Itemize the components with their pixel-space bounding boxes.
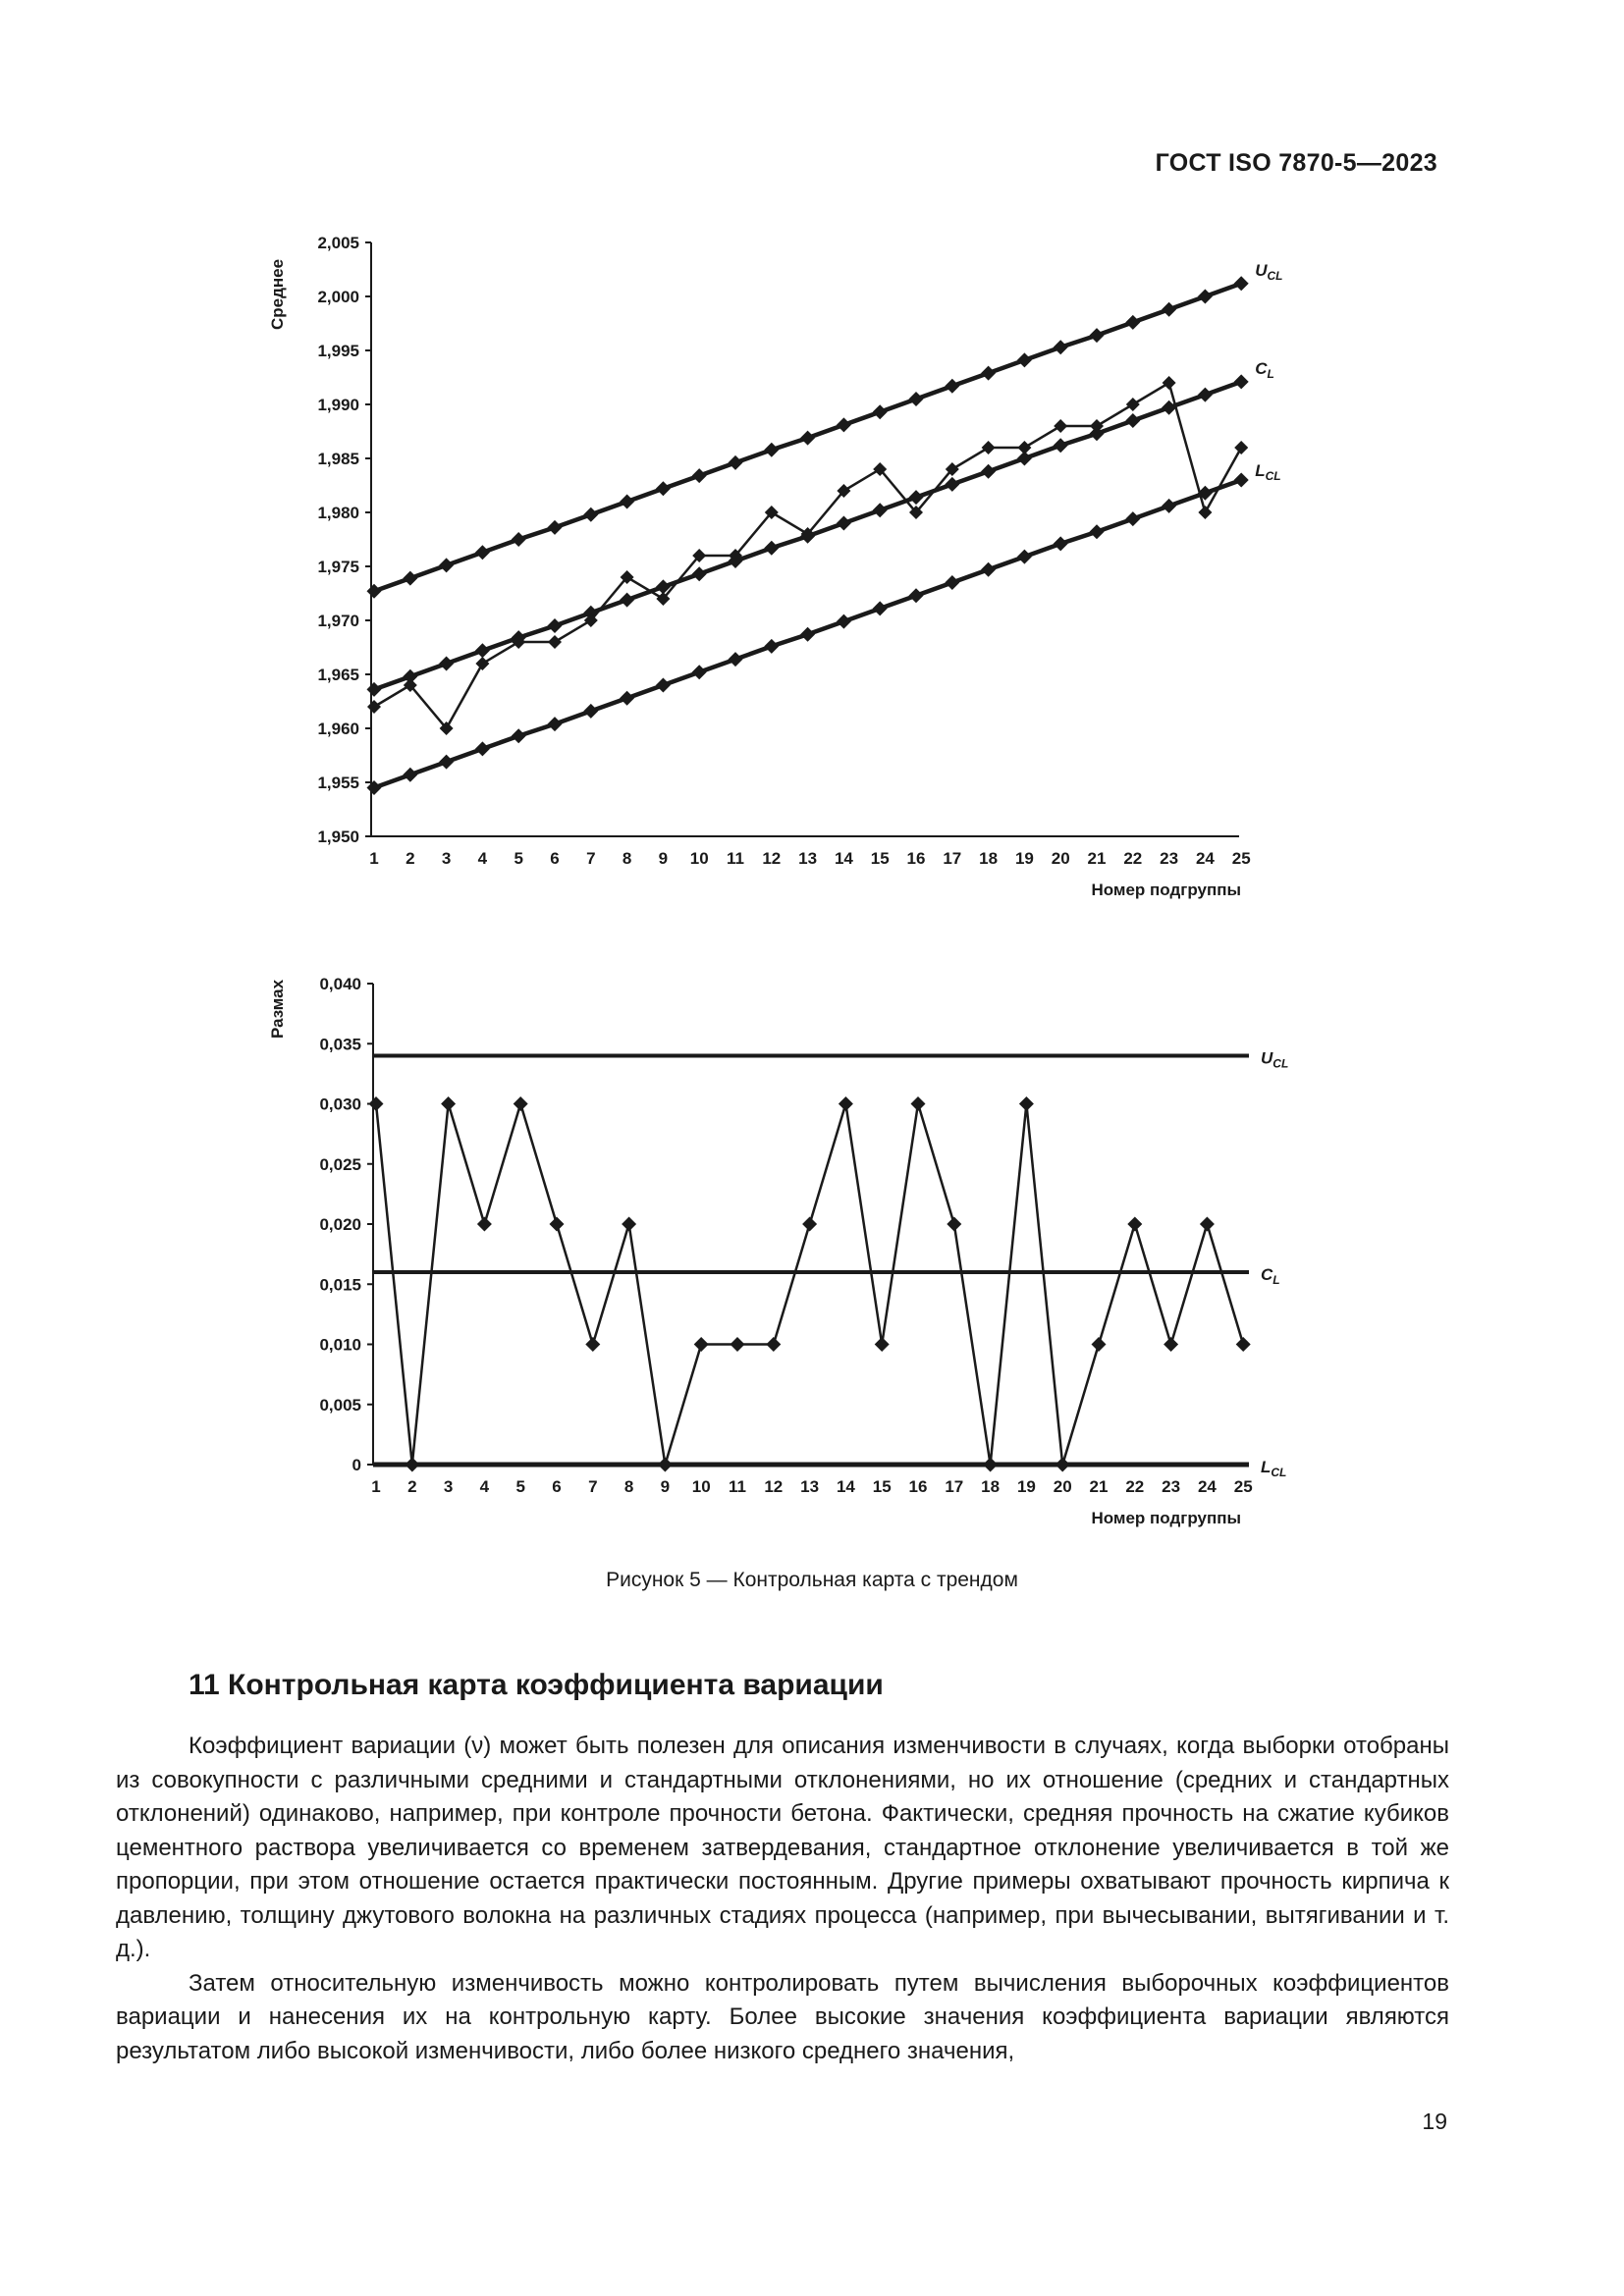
y-tick-label: 0,030 bbox=[319, 1095, 361, 1114]
y-tick-label: 0 bbox=[352, 1456, 361, 1474]
x-tick-label: 24 bbox=[1197, 1477, 1217, 1496]
y-tick-label: 1,955 bbox=[317, 774, 359, 792]
x-tick-label: 23 bbox=[1162, 1477, 1181, 1496]
range-data-point bbox=[731, 1337, 745, 1352]
x-tick-label: 25 bbox=[1231, 849, 1251, 868]
x-tick-label: 10 bbox=[689, 849, 709, 868]
range-data-point bbox=[1127, 1217, 1142, 1232]
x-tick-label: 5 bbox=[514, 849, 523, 868]
range-data-point bbox=[477, 1217, 492, 1232]
x-tick-label: 14 bbox=[834, 849, 853, 868]
x-tick-label: 9 bbox=[660, 1477, 671, 1496]
x-tick-label: 20 bbox=[1053, 1477, 1072, 1496]
y-tick-label: 1,990 bbox=[317, 396, 359, 414]
y-tick-label: 1,960 bbox=[317, 720, 359, 738]
range-data-point bbox=[911, 1096, 926, 1111]
x-tick-label: 1 bbox=[371, 1477, 381, 1496]
x-tick-label: 18 bbox=[979, 849, 999, 868]
ucl-label: $U_{CL}$ bbox=[1255, 260, 1283, 283]
cl-label: $C_L$ bbox=[1261, 1265, 1280, 1287]
x-tick-label: 21 bbox=[1087, 849, 1107, 868]
range-data-point bbox=[441, 1096, 456, 1111]
lcl-label: $L_{CL}$ bbox=[1261, 1458, 1287, 1479]
paragraph-2: Затем относительную изменчивость можно контролировать путем вычисления выборочных коэффициентов вариации и нанесения их на контрольную карту. Более высокие значения коэффициента вариации являются результатом либо высокой изменчивости, либо более низкого среднего значения, bbox=[116, 1969, 1449, 2064]
range-data-point bbox=[983, 1458, 998, 1472]
range-data-point bbox=[802, 1217, 817, 1232]
y-tick-label: 1,980 bbox=[317, 504, 359, 522]
x-tick-label: 19 bbox=[1016, 1477, 1036, 1496]
x-tick-label: 13 bbox=[798, 849, 818, 868]
y-tick-label: 0,025 bbox=[319, 1154, 361, 1174]
x-tick-label: 7 bbox=[586, 849, 596, 868]
x-tick-label: 22 bbox=[1123, 849, 1143, 868]
x-tick-label: 3 bbox=[443, 1477, 454, 1496]
y-tick-label: 2,005 bbox=[317, 234, 359, 252]
range-data-point bbox=[875, 1337, 890, 1352]
x-axis-title: Номер подгруппы bbox=[1091, 881, 1241, 899]
x-tick-label: 11 bbox=[727, 849, 744, 868]
x-tick-label: 17 bbox=[943, 849, 962, 868]
y-tick-label: 0,005 bbox=[319, 1395, 361, 1415]
y-axis-title: Среднее bbox=[268, 258, 287, 331]
y-tick-label: 1,975 bbox=[317, 558, 359, 576]
y-tick-label: 2,000 bbox=[317, 288, 359, 306]
ucl-label: $U_{CL}$ bbox=[1261, 1048, 1289, 1071]
page-number: 19 bbox=[1422, 2109, 1447, 2134]
range-data-point bbox=[585, 1337, 600, 1352]
x-tick-label: 21 bbox=[1089, 1477, 1109, 1496]
range-data-point bbox=[1200, 1217, 1215, 1232]
x-tick-label: 15 bbox=[872, 1477, 892, 1496]
x-tick-label: 14 bbox=[836, 1477, 855, 1496]
x-tick-label: 17 bbox=[945, 1477, 964, 1496]
y-tick-label: 1,985 bbox=[317, 450, 359, 468]
x-tick-label: 24 bbox=[1195, 849, 1215, 868]
x-tick-label: 6 bbox=[550, 849, 560, 868]
x-tick-label: 9 bbox=[658, 849, 669, 868]
x-tick-label: 19 bbox=[1014, 849, 1034, 868]
figure-caption: Рисунок 5 — Контрольная карта с трендом bbox=[606, 1569, 1018, 1591]
y-tick-label: 1,965 bbox=[317, 666, 359, 684]
x-tick-label: 5 bbox=[515, 1477, 525, 1496]
x-tick-label: 4 bbox=[477, 849, 488, 868]
section-title: 11 Контрольная карта коэффициента вариации bbox=[189, 1669, 884, 1701]
x-tick-label: 18 bbox=[981, 1477, 1001, 1496]
x-tick-label: 16 bbox=[908, 1477, 928, 1496]
range-data-point bbox=[405, 1458, 419, 1472]
range-data-point bbox=[1236, 1337, 1251, 1352]
range-data-point bbox=[514, 1096, 528, 1111]
x-tick-label: 6 bbox=[552, 1477, 562, 1496]
range-data-point bbox=[369, 1096, 384, 1111]
y-tick-label: 0,035 bbox=[319, 1035, 361, 1054]
x-tick-label: 8 bbox=[622, 849, 632, 868]
range-data-point bbox=[947, 1217, 961, 1232]
x-tick-label: 15 bbox=[870, 849, 890, 868]
x-tick-label: 8 bbox=[623, 1477, 634, 1496]
range-data-point bbox=[550, 1217, 565, 1232]
y-tick-label: 0,040 bbox=[319, 975, 361, 993]
x-tick-label: 1 bbox=[369, 849, 379, 868]
range-data-point bbox=[839, 1096, 853, 1111]
y-tick-label: 0,020 bbox=[319, 1215, 361, 1234]
y-axis-title: Размах bbox=[268, 979, 287, 1040]
x-tick-label: 2 bbox=[406, 849, 415, 868]
x-tick-label: 23 bbox=[1160, 849, 1179, 868]
x-tick-label: 11 bbox=[729, 1477, 746, 1496]
x-tick-label: 20 bbox=[1051, 849, 1070, 868]
x-tick-label: 10 bbox=[691, 1477, 711, 1496]
x-tick-label: 2 bbox=[407, 1477, 417, 1496]
range-data-point bbox=[1164, 1337, 1178, 1352]
lcl-label: $L_{CL}$ bbox=[1255, 461, 1281, 483]
range-data-point bbox=[1019, 1096, 1034, 1111]
x-tick-label: 7 bbox=[588, 1477, 598, 1496]
cl-label: $C_L$ bbox=[1255, 358, 1274, 381]
range-data-point bbox=[766, 1337, 781, 1352]
range-data-point bbox=[1092, 1337, 1107, 1352]
y-tick-label: 0,015 bbox=[319, 1275, 361, 1295]
y-tick-label: 0,010 bbox=[319, 1335, 361, 1355]
range-data-point bbox=[622, 1217, 636, 1232]
y-tick-label: 1,970 bbox=[317, 612, 359, 630]
x-tick-label: 16 bbox=[906, 849, 926, 868]
paragraph-1: Коэффициент вариации (ν) может быть полезен для описания изменчивости в случаях, когда выборки отобраны из совокупности с различными средними и стандартными отклонениями, но их отношение (средних и стандартных отклонений) одинаково, например, при контроле прочности бетона. Фактически, средняя прочность на сжатие кубиков цементного раствора увеличивается со временем затвердевания, стандартное отклонение увеличивается в той же пропорции, при этом отношение остается практически постоянным. Другие примеры охватывают прочность кирпича к давлению, толщину джутового волокна на различных стадиях процесса (например, при вычесывании, вытягивании и т. д.). bbox=[116, 1733, 1449, 1962]
range-data-point bbox=[658, 1458, 673, 1472]
x-tick-label: 12 bbox=[764, 1477, 784, 1496]
x-axis-title: Номер подгруппы bbox=[1091, 1509, 1241, 1527]
range-data-point bbox=[1056, 1458, 1070, 1472]
x-tick-label: 3 bbox=[441, 849, 452, 868]
document-id: ГОСТ ISO 7870-5—2023 bbox=[1155, 149, 1437, 177]
x-tick-label: 4 bbox=[479, 1477, 490, 1496]
x-tick-label: 25 bbox=[1233, 1477, 1253, 1496]
x-tick-label: 12 bbox=[762, 849, 782, 868]
x-tick-label: 22 bbox=[1125, 1477, 1145, 1496]
y-tick-label: 1,995 bbox=[317, 342, 359, 360]
section-body bbox=[116, 1730, 1449, 2068]
x-tick-label: 13 bbox=[800, 1477, 820, 1496]
range-data-line bbox=[376, 1104, 1243, 1466]
y-tick-label: 1,950 bbox=[317, 828, 359, 846]
range-data-point bbox=[694, 1337, 709, 1352]
